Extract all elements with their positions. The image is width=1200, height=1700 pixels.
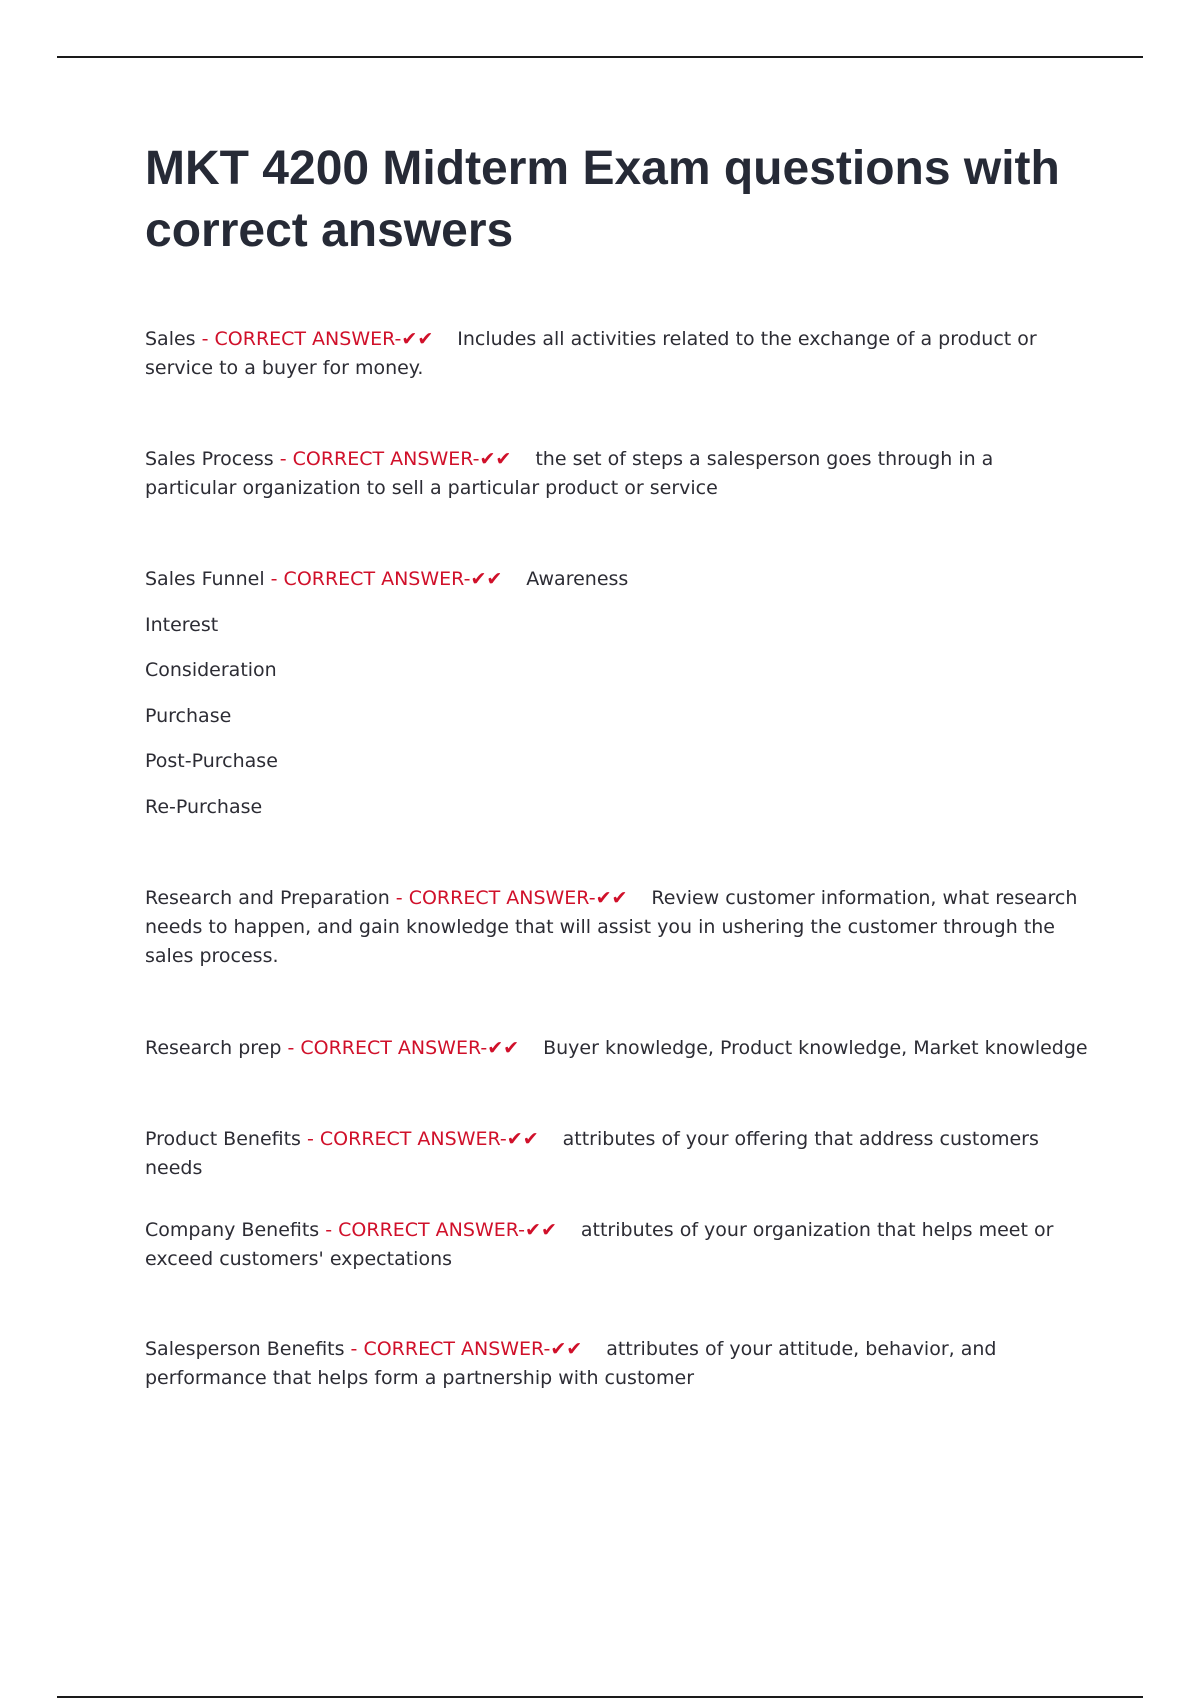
page-title: MKT 4200 Midterm Exam questions with correct answers [145,142,1060,257]
definition: Buyer knowledge, Product knowledge, Market knowledge [543,1037,1088,1059]
correct-answer-label: CORRECT ANSWER-✔✔ [292,448,512,470]
qa-item-company-benefits [145,1216,1090,1274]
definition: Awareness [526,568,629,590]
separator: - [195,328,215,350]
correct-answer-label: CORRECT ANSWER-✔✔ [319,1128,539,1150]
qa-item-sales [145,325,1090,383]
separator: - [319,1219,339,1241]
definition: attributes of your attitude, behavior, and performance that helps form a partnership with customer [145,1338,997,1389]
funnel-step: Interest [145,614,219,636]
correct-answer-label: CORRECT ANSWER-✔✔ [363,1338,583,1360]
separator: - [389,887,409,909]
separator: - [300,1128,320,1150]
correct-answer-label: CORRECT ANSWER-✔✔ [214,328,434,350]
funnel-step: Re-Purchase [145,796,263,818]
funnel-step: Purchase [145,705,232,727]
qa-item-product-benefits [145,1125,1090,1183]
correct-answer-label: CORRECT ANSWER-✔✔ [300,1037,520,1059]
definition: Includes all activities related to the exchange of a product or service to a buyer for money. [145,328,1037,379]
definition: the set of steps a salesperson goes through in a particular organization to sell a particular product or service [145,448,994,499]
term: Research and Preparation [145,887,390,909]
correct-answer-label: CORRECT ANSWER-✔✔ [283,568,503,590]
definition: attributes of your offering that address customers needs [145,1128,1039,1179]
term: Product Benefits [145,1128,301,1150]
definition: Review customer information, what research needs to happen, and gain knowledge that will assist you in ushering the customer through the sales process. [145,887,1078,967]
separator: - [281,1037,301,1059]
top-rule [57,56,1143,58]
qa-item-sales-funnel [145,565,1090,594]
term: Sales [145,328,196,350]
qa-item-research-prep [145,1034,1090,1063]
bottom-rule [57,1696,1143,1698]
funnel-step: Consideration [145,659,277,681]
term: Salesperson Benefits [145,1338,345,1360]
qa-item-salesperson-benefits [145,1335,1090,1393]
funnel-step: Post-Purchase [145,750,278,772]
qa-item-research-and-preparation [145,884,1090,971]
separator: - [273,448,293,470]
term: Research prep [145,1037,282,1059]
separator: - [344,1338,364,1360]
separator: - [264,568,284,590]
qa-item-sales-process [145,445,1090,503]
term: Company Benefits [145,1219,320,1241]
correct-answer-label: CORRECT ANSWER-✔✔ [338,1219,557,1241]
definition: attributes of your organization that helps meet or exceed customers' expectations [145,1219,1054,1270]
term: Sales Process [145,448,274,470]
correct-answer-label: CORRECT ANSWER-✔✔ [408,887,628,909]
term: Sales Funnel [145,568,265,590]
